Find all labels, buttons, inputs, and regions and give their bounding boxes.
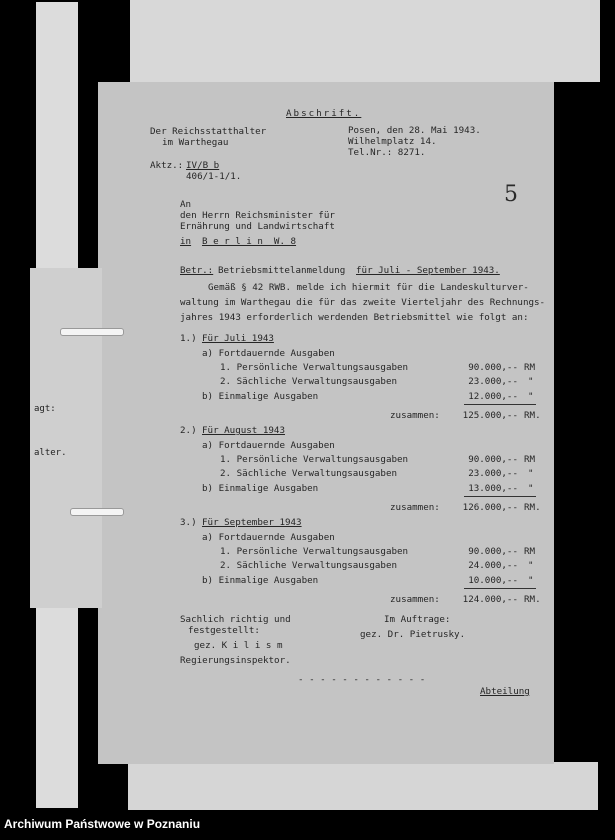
ditto-mark: " (528, 575, 534, 586)
month-number: 1.) (180, 333, 197, 344)
currency: RM (524, 362, 536, 373)
binding-string (70, 508, 124, 516)
ongoing-expenses-label: a) Fortdauernde Ausgaben (202, 532, 335, 543)
sum-label: zusammen: (390, 410, 440, 421)
sum-currency: RM. (524, 410, 541, 421)
official-signature: gez. Dr. Pietrusky. (360, 629, 466, 640)
document-title: Abschrift. (286, 108, 362, 119)
month-title: Für Juli 1943 (202, 333, 274, 344)
sum-value: 126.000,-- (462, 502, 518, 513)
background-sheet-top (130, 0, 600, 82)
sender-line-2: im Warthegau (162, 137, 229, 148)
month-title: Für September 1943 (202, 517, 302, 528)
material-expenses-label: 2. Sächliche Verwaltungsausgaben (220, 376, 398, 387)
binding-string (60, 328, 124, 336)
sum-line (464, 588, 536, 589)
ditto-mark: " (528, 560, 534, 571)
file-label: Aktz.: (150, 160, 184, 171)
material-expenses-value: 24.000,-- (468, 560, 518, 571)
verification-line-2: festgestellt: (188, 625, 260, 636)
recipient-line-1: An (180, 199, 192, 210)
body-line-1: Gemäß § 42 RWB. melde ich hiermit für die Landeskulturver- (208, 282, 529, 293)
department-label: Abteilung (480, 686, 530, 697)
material-expenses-label: 2. Sächliche Verwaltungsausgaben (220, 560, 398, 571)
currency: RM (524, 454, 536, 465)
one-time-expenses-value: 12.000,-- (468, 391, 518, 402)
body-line-2: waltung im Warthegau die für das zweite Vierteljahr des Rechnungs- (180, 297, 546, 308)
one-time-expenses-label: b) Einmalige Ausgaben (202, 483, 319, 494)
file-number-1: IV/B b (186, 160, 220, 171)
personnel-expenses-label: 1. Persönliche Verwaltungsausgaben (220, 362, 409, 373)
month-number: 2.) (180, 425, 197, 436)
verifier-signature: gez. K i l i s m (194, 640, 283, 651)
ditto-mark: " (528, 468, 534, 479)
place-date: Posen, den 28. Mai 1943. (348, 125, 481, 136)
sender-line-1: Der Reichsstatthalter (150, 126, 267, 137)
one-time-expenses-value: 10.000,-- (468, 575, 518, 586)
sum-line (464, 404, 536, 405)
flap-text-1: agt: (34, 404, 56, 414)
one-time-expenses-label: b) Einmalige Ausgaben (202, 391, 319, 402)
personnel-expenses-value: 90.000,-- (468, 546, 518, 557)
subject-label: Betr.: (180, 265, 214, 276)
ditto-mark: " (528, 391, 534, 402)
background-sheet-bottom (128, 762, 598, 810)
document-page (98, 82, 554, 764)
personnel-expenses-value: 90.000,-- (468, 454, 518, 465)
personnel-expenses-value: 90.000,-- (468, 362, 518, 373)
material-expenses-label: 2. Sächliche Verwaltungsausgaben (220, 468, 398, 479)
ditto-mark: " (528, 483, 534, 494)
verifier-title: Regierungsinspektor. (180, 655, 291, 666)
month-title: Für August 1943 (202, 425, 285, 436)
recipient-city: B e r l i n W. 8 (202, 236, 297, 247)
folded-flap (30, 268, 102, 608)
address: Wilhelmplatz 14. (348, 136, 437, 147)
sum-line (464, 496, 536, 497)
phone-number: Tel.Nr.: 8271. (348, 147, 426, 158)
flap-text-2: alter. (34, 448, 67, 458)
file-number-2: 406/1-1/1. (186, 171, 242, 182)
sum-value: 124.000,-- (462, 594, 518, 605)
body-line-3: jahres 1943 erforderlich werdenden Betriebsmittel wie folgt an: (180, 312, 529, 323)
separator-dashes: - - - - - - - - - - - - (298, 674, 426, 685)
subject-period: für Juli - September 1943. (356, 265, 500, 276)
recipient-city-prefix: in (180, 236, 192, 247)
personnel-expenses-label: 1. Persönliche Verwaltungsausgaben (220, 454, 409, 465)
currency: RM (524, 546, 536, 557)
verification-line-1: Sachlich richtig und (180, 614, 291, 625)
archive-credit: Archiwum Państwowe w Poznaniu (4, 817, 201, 831)
sum-currency: RM. (524, 594, 541, 605)
personnel-expenses-label: 1. Persönliche Verwaltungsausgaben (220, 546, 409, 557)
on-behalf-label: Im Auftrage: (384, 614, 451, 625)
sum-label: zusammen: (390, 502, 440, 513)
sum-currency: RM. (524, 502, 541, 513)
material-expenses-value: 23.000,-- (468, 376, 518, 387)
sum-label: zusammen: (390, 594, 440, 605)
material-expenses-value: 23.000,-- (468, 468, 518, 479)
ditto-mark: " (528, 376, 534, 387)
ongoing-expenses-label: a) Fortdauernde Ausgaben (202, 348, 335, 359)
month-number: 3.) (180, 517, 197, 528)
subject-text: Betriebsmittelanmeldung (218, 265, 346, 276)
ongoing-expenses-label: a) Fortdauernde Ausgaben (202, 440, 335, 451)
recipient-line-3: Ernährung und Landwirtschaft (180, 221, 335, 232)
handwritten-page-number: 5 (504, 182, 518, 207)
recipient-line-2: den Herrn Reichsminister für (180, 210, 335, 221)
sum-value: 125.000,-- (462, 410, 518, 421)
one-time-expenses-value: 13.000,-- (468, 483, 518, 494)
one-time-expenses-label: b) Einmalige Ausgaben (202, 575, 319, 586)
